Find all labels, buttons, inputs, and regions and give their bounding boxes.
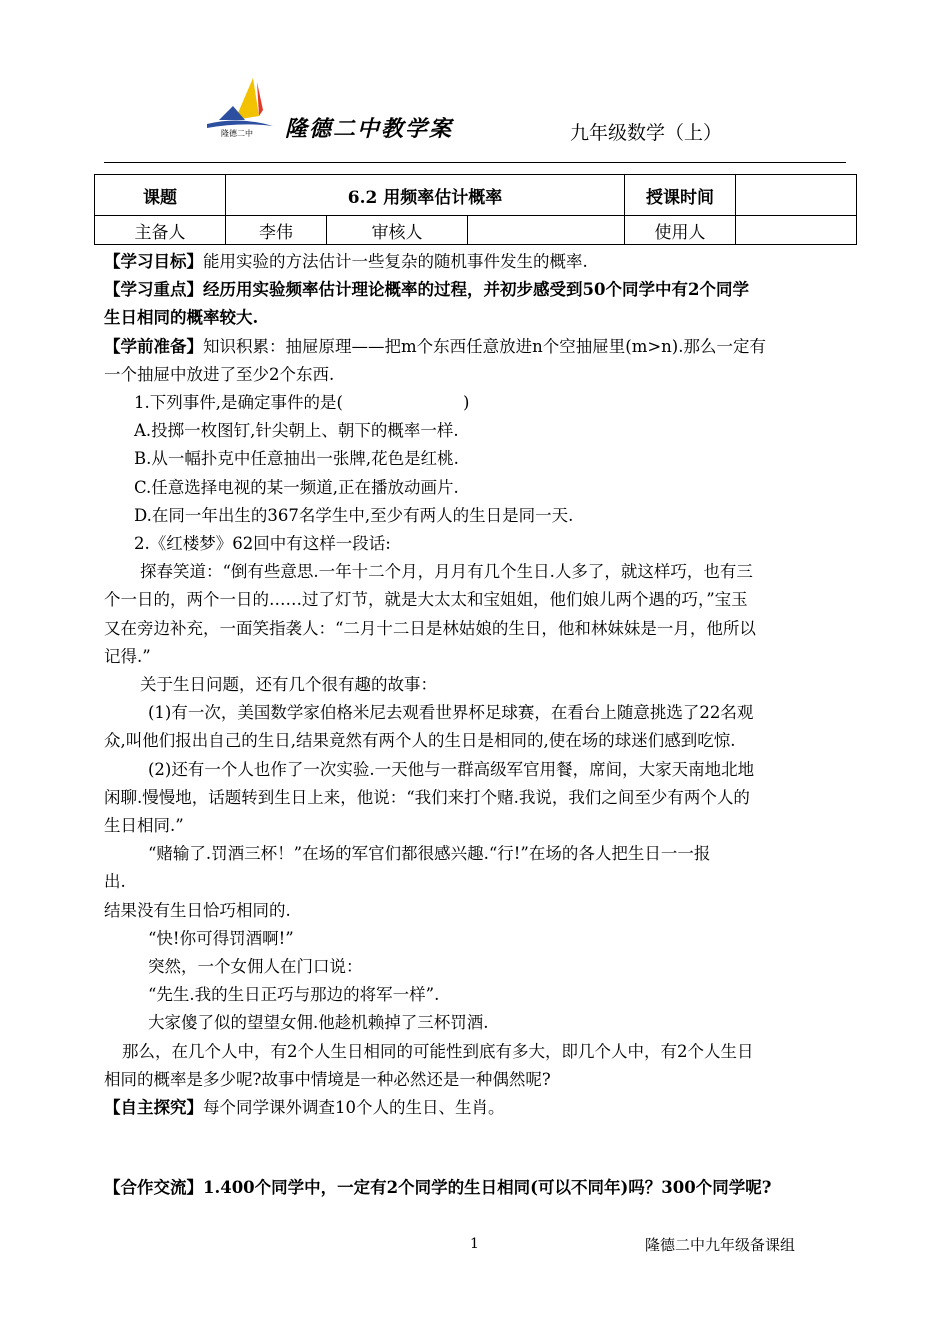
grade-label: 九年级数学（上）: [570, 122, 723, 144]
key-text-1: 经历用实验频率估计理论概率的过程，并初步感受到50个同学中有2个同学: [203, 280, 749, 300]
question-line: 相同的概率是多少呢?故事中情境是一种必然还是一种偶然呢?: [104, 1069, 551, 1089]
story-2-line: 生日相同.”: [104, 816, 184, 836]
page-number: 1: [470, 1236, 479, 1252]
objective-text: 能用实验的方法估计一些复杂的随机事件发生的概率.: [203, 252, 588, 271]
coop-text: 1.400个同学中，一定有2个同学的生日相同(可以不同年)吗？300个同学呢?: [203, 1178, 772, 1198]
prep-text-2: 一个抽屉中放进了至少2个东西.: [104, 364, 335, 384]
story-8-line: 大家傻了似的望望女佣.他趁机赖掉了三杯罚酒.: [148, 1013, 489, 1033]
school-logo: [205, 76, 275, 138]
header-rule: [104, 162, 846, 163]
story-2-line: (2)还有一个人也作了一次实验.一天他与一群高级军官用餐，席间，大家天南地北地: [148, 759, 755, 779]
story-1-line: (1)有一次，美国数学家伯格米尼去观看世界杯足球赛，在看台上随意挑选了22名观: [148, 703, 754, 723]
key-label: 【学习重点】: [104, 280, 203, 300]
prep-text-1: 知识积累：抽屉原理——把m个东西任意放进n个空抽屉里(m>n).那么一定有: [203, 336, 766, 356]
question-1: [104, 389, 852, 417]
story-7-line: “先生.我的生日正巧与那边的将军一样”.: [148, 985, 440, 1005]
option-c: C.任意选择电视的某一频道,正在播放动画片.: [134, 477, 459, 497]
story-1-line: 众,叫他们报出自己的生日,结果竟然有两个人的生日是相同的,使在场的球迷们感到吃惊.: [104, 731, 736, 751]
explore-line: [104, 1094, 852, 1122]
user-label: 使用人: [625, 216, 736, 245]
option-d: D.在同一年出生的367名学生中,至少有两人的生日是同一天.: [134, 505, 574, 525]
question-2: 2.《红楼梦》62回中有这样一段话:: [134, 534, 391, 554]
reviewer-label: 审核人: [327, 216, 468, 245]
story-line: 又在旁边补充，一面笑指袭人：“二月十二日是林姑娘的生日，他和林妹妹是一月，他所以: [104, 618, 756, 638]
option-a: A.投掷一枚图钉,针尖朝上、朝下的概率一样.: [134, 421, 459, 441]
option-b: B.从一幅扑克中任意抽出一张牌,花色是红桃.: [134, 449, 459, 469]
lesson-content: [104, 248, 852, 1203]
story-5-line: “快!你可得罚酒啊!”: [148, 928, 294, 948]
lesson-info-table: [94, 174, 857, 245]
question-1-stem: 1.下列事件,是确定事件的是(: [134, 393, 343, 413]
footer-org: 隆德二中九年级备课组: [645, 1236, 796, 1254]
preparer-label: 主备人: [95, 216, 226, 245]
svg-text:隆德二中: 隆德二中: [221, 129, 253, 138]
objective-line: [104, 248, 852, 276]
prep-label: 【学前准备】: [104, 336, 203, 356]
time-label: 授课时间: [625, 175, 736, 216]
story-line: 个一日的，两个一日的……过了灯节，就是大太太和宝姐姐，他们娘儿两个遇的巧，”宝玉: [104, 590, 748, 610]
story-3-line: “赌输了.罚酒三杯！”在场的军官们都很感兴趣.“行!”在场的各人把生日一一报: [148, 844, 711, 864]
explore-label: 【自主探究】: [104, 1098, 203, 1118]
question-1-close: ): [462, 393, 470, 413]
school-title: 隆德二中教学案: [285, 117, 454, 142]
topic-label: 课题: [95, 175, 226, 216]
story-line: 记得.”: [104, 646, 151, 666]
coop-label: 【合作交流】: [104, 1178, 203, 1198]
question-line: 那么，在几个人中，有2个人生日相同的可能性到底有多大，即几个人中，有2个人生日: [122, 1041, 754, 1061]
objective-label: 【学习目标】: [104, 252, 203, 271]
spacer: [104, 1122, 852, 1174]
reviewer-value: [468, 216, 625, 245]
time-value: [736, 175, 857, 216]
story-4-line: 结果没有生日恰巧相同的.: [104, 900, 291, 920]
coop-line: [104, 1174, 852, 1202]
prep-line: [104, 333, 852, 361]
key-line: [104, 276, 852, 304]
story-line: 探春笑道：“倒有些意思.一年十二个月，月月有几个生日.人多了，就这样巧，也有三: [140, 562, 753, 582]
preparer-value: 李伟: [226, 216, 327, 245]
story-2-line: 闲聊.慢慢地，话题转到生日上来，他说：“我们来打个赌.我说，我们之间至少有两个人的: [104, 787, 750, 807]
explore-text: 每个同学课外调查10个人的生日、生肖。: [203, 1098, 505, 1118]
topic-value: 6.2 用频率估计概率: [226, 175, 625, 216]
birthday-intro: 关于生日问题，还有几个很有趣的故事：: [140, 675, 437, 695]
user-value: [736, 216, 857, 245]
key-text-2: 生日相同的概率较大.: [104, 308, 259, 328]
story-3-line: 出.: [104, 872, 126, 892]
story-6-line: 突然，一个女佣人在门口说：: [148, 957, 363, 977]
